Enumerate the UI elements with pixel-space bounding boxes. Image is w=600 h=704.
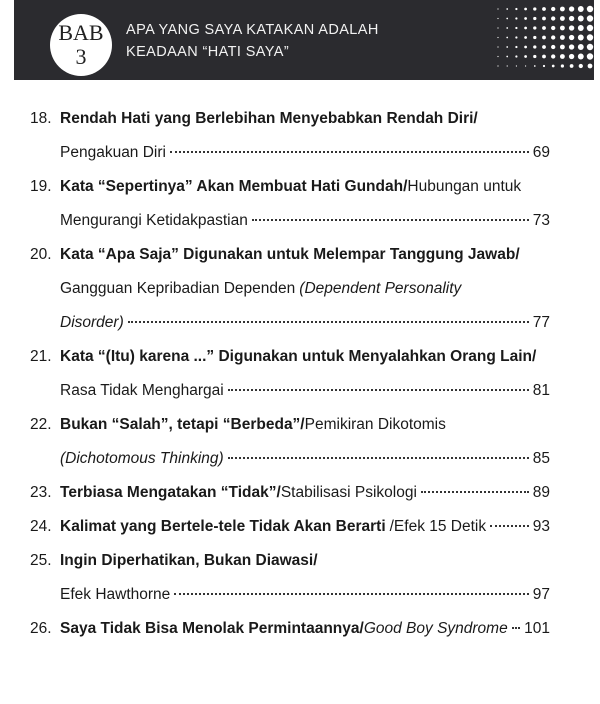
page-number: 81 — [532, 382, 550, 399]
pattern-dot — [497, 56, 498, 57]
pattern-dot — [587, 25, 593, 31]
pattern-dot — [506, 46, 508, 48]
entry-subtitle: Stabilisasi Psikologi — [280, 484, 417, 501]
entry-title: Kata “Sepertinya” Akan Membuat Hati Gundah/ — [60, 178, 408, 195]
pattern-dot — [587, 6, 593, 12]
dot-leader — [228, 457, 529, 459]
entry-subtitle: Rasa Tidak Menghargai — [60, 382, 224, 399]
pattern-dot — [533, 45, 536, 48]
entry-title: Kata “Apa Saja” Digunakan untuk Melempar Tanggung Jawab/ — [60, 246, 520, 263]
toc-entry-25[interactable] — [30, 544, 550, 578]
pattern-dot — [542, 7, 546, 11]
dot-leader — [170, 151, 529, 153]
pattern-dot — [578, 25, 584, 31]
pattern-dot — [524, 46, 527, 49]
pattern-dot — [578, 6, 584, 12]
dot-leader — [421, 491, 529, 493]
toc-entry-20[interactable] — [30, 238, 550, 272]
entry-number: 21. — [30, 348, 52, 365]
toc-entry-24[interactable] — [30, 510, 550, 544]
toc-entry-19-cont[interactable] — [30, 204, 550, 238]
pattern-dot — [542, 26, 546, 30]
chapter-title-line-1: APA YANG SAYA KATAKAN ADALAH — [126, 22, 379, 38]
pattern-dot — [506, 18, 508, 20]
pattern-dot — [524, 55, 527, 58]
entry-number: 20. — [30, 246, 52, 263]
pattern-dot — [524, 27, 527, 30]
entry-subtitle-italic: (Dependent Personality — [299, 280, 462, 297]
pattern-dot — [506, 37, 508, 39]
pattern-dot — [551, 45, 555, 49]
pattern-dot — [533, 17, 536, 20]
pattern-dot — [533, 7, 536, 10]
pattern-dot — [533, 55, 536, 58]
page-number: 77 — [532, 314, 550, 331]
chapter-badge — [50, 14, 112, 76]
toc-entry-23[interactable] — [30, 476, 550, 510]
toc-entry-20-cont[interactable] — [30, 272, 550, 306]
pattern-dot — [578, 35, 584, 41]
page-number: 69 — [532, 144, 550, 161]
pattern-dot — [588, 64, 593, 69]
pattern-dot — [534, 65, 536, 67]
pattern-dot — [515, 36, 517, 38]
pattern-dot — [579, 64, 583, 68]
pattern-dot — [560, 45, 565, 50]
entry-subtitle: Pengakuan Diri — [60, 144, 166, 161]
pattern-dot — [560, 16, 565, 21]
entry-number: 23. — [30, 484, 52, 501]
pattern-dot — [569, 35, 574, 40]
chapter-number: 3 — [75, 44, 87, 69]
pattern-dot — [587, 15, 593, 21]
entry-title: Kata “(Itu) karena ...” Digunakan untuk Menyalahkan Orang Lain/ — [60, 348, 537, 365]
page-number: 89 — [532, 484, 550, 501]
toc-entry-20-cont2[interactable] — [30, 306, 550, 340]
toc-entry-19[interactable] — [30, 170, 550, 204]
pattern-dot — [578, 44, 584, 50]
pattern-dot — [497, 37, 498, 38]
pattern-dot — [497, 27, 498, 28]
toc-entry-22[interactable] — [30, 408, 550, 442]
dot-leader — [512, 627, 520, 629]
pattern-dot — [542, 45, 546, 49]
page-number: 85 — [532, 450, 550, 467]
pattern-dot — [542, 55, 546, 59]
entry-subtitle: Mengurangi Ketidakpastian — [60, 212, 248, 229]
pattern-dot — [533, 36, 536, 39]
page-number: 97 — [532, 586, 550, 603]
entry-number: 24. — [30, 518, 52, 535]
pattern-dot — [560, 26, 565, 31]
dot-pattern-decoration — [492, 4, 594, 74]
entry-title: Rendah Hati yang Berlebihan Menyebabkan Rendah Diri/ — [60, 110, 478, 127]
pattern-dot — [551, 16, 555, 20]
page-number: 73 — [532, 212, 550, 229]
pattern-dot — [578, 16, 584, 22]
pattern-dot — [551, 54, 555, 58]
pattern-dot — [515, 55, 517, 57]
pattern-dot — [569, 16, 574, 21]
entry-subtitle: Gangguan Kepribadian Dependen — [60, 280, 296, 297]
pattern-dot — [552, 65, 555, 68]
pattern-dot — [560, 54, 565, 59]
pattern-dot — [551, 26, 555, 30]
dot-leader — [228, 389, 529, 391]
entry-subtitle-italic: (Dichotomous Thinking) — [60, 450, 224, 467]
pattern-dot — [515, 8, 517, 10]
pattern-dot — [506, 8, 508, 10]
chapter-title — [126, 19, 379, 63]
pattern-dot — [515, 27, 517, 29]
entry-title: Terbiasa Mengatakan “Tidak”/ — [60, 484, 281, 501]
pattern-dot — [560, 35, 565, 40]
toc-entry-21[interactable] — [30, 340, 550, 374]
toc-entry-21-cont[interactable] — [30, 374, 550, 408]
entry-number: 26. — [30, 620, 52, 637]
toc-entry-22-cont[interactable] — [30, 442, 550, 476]
chapter-title-line-2: KEADAAN “HATI SAYA” — [126, 44, 290, 60]
entry-title: Saya Tidak Bisa Menolak Permintaannya/ — [60, 620, 364, 637]
pattern-dot — [587, 53, 593, 59]
table-of-contents — [30, 102, 550, 646]
page-number: 101 — [524, 620, 550, 637]
dot-leader — [174, 593, 528, 595]
pattern-dot — [506, 56, 508, 58]
pattern-dot — [516, 65, 517, 66]
pattern-dot — [561, 64, 564, 67]
pattern-dot — [587, 34, 593, 40]
pattern-dot — [578, 54, 584, 60]
pattern-dot — [506, 27, 508, 29]
chapter-word: BAB — [58, 20, 104, 45]
toc-entry-18[interactable] — [30, 102, 550, 136]
dot-leader — [252, 219, 529, 221]
pattern-dot — [569, 44, 574, 49]
page-number: 93 — [532, 518, 550, 535]
entry-number: 18. — [30, 110, 52, 127]
pattern-dot — [515, 46, 517, 48]
pattern-dot — [533, 26, 536, 29]
pattern-dot — [569, 6, 574, 11]
pattern-dot — [543, 65, 545, 67]
pattern-dot — [587, 44, 593, 50]
pattern-dot — [524, 17, 527, 20]
pattern-dot — [524, 36, 527, 39]
pattern-dot — [497, 18, 498, 19]
dot-leader — [490, 525, 529, 527]
pattern-dot — [525, 65, 526, 66]
entry-title: Kalimat yang Bertele-tele Tidak Akan Berarti — [60, 518, 386, 535]
entry-subtitle-italic: Disorder) — [60, 314, 124, 331]
pattern-dot — [551, 7, 555, 11]
toc-entry-25-cont[interactable] — [30, 578, 550, 612]
pattern-dot — [569, 25, 574, 30]
pattern-dot — [507, 65, 508, 66]
pattern-dot — [560, 7, 565, 12]
entry-subtitle-italic: Good Boy Syndrome — [363, 620, 508, 637]
pattern-dot — [497, 65, 498, 66]
entry-subtitle: Pemikiran Dikotomis — [304, 416, 446, 433]
toc-entry-18-cont[interactable] — [30, 136, 550, 170]
pattern-dot — [542, 17, 546, 21]
chapter-header — [14, 0, 594, 80]
entry-subtitle: Hubungan untuk — [407, 178, 522, 195]
pattern-dot — [551, 35, 555, 39]
entry-number: 19. — [30, 178, 52, 195]
dot-leader — [128, 321, 529, 323]
entry-number: 25. — [30, 552, 52, 569]
entry-subtitle: Efek Hawthorne — [60, 586, 171, 603]
entry-title: Ingin Diperhatikan, Bukan Diawasi/ — [60, 552, 318, 569]
pattern-dot — [515, 17, 517, 19]
pattern-dot — [524, 8, 527, 11]
entry-title: Bukan “Salah”, tetapi “Berbeda”/ — [60, 416, 305, 433]
pattern-dot — [497, 46, 498, 47]
pattern-dot — [570, 64, 574, 68]
entry-subtitle: /Efek 15 Detik — [389, 518, 487, 535]
entry-number: 22. — [30, 416, 52, 433]
pattern-dot — [569, 54, 574, 59]
toc-entry-26[interactable] — [30, 612, 550, 646]
pattern-dot — [542, 36, 546, 40]
pattern-dot — [497, 8, 498, 9]
